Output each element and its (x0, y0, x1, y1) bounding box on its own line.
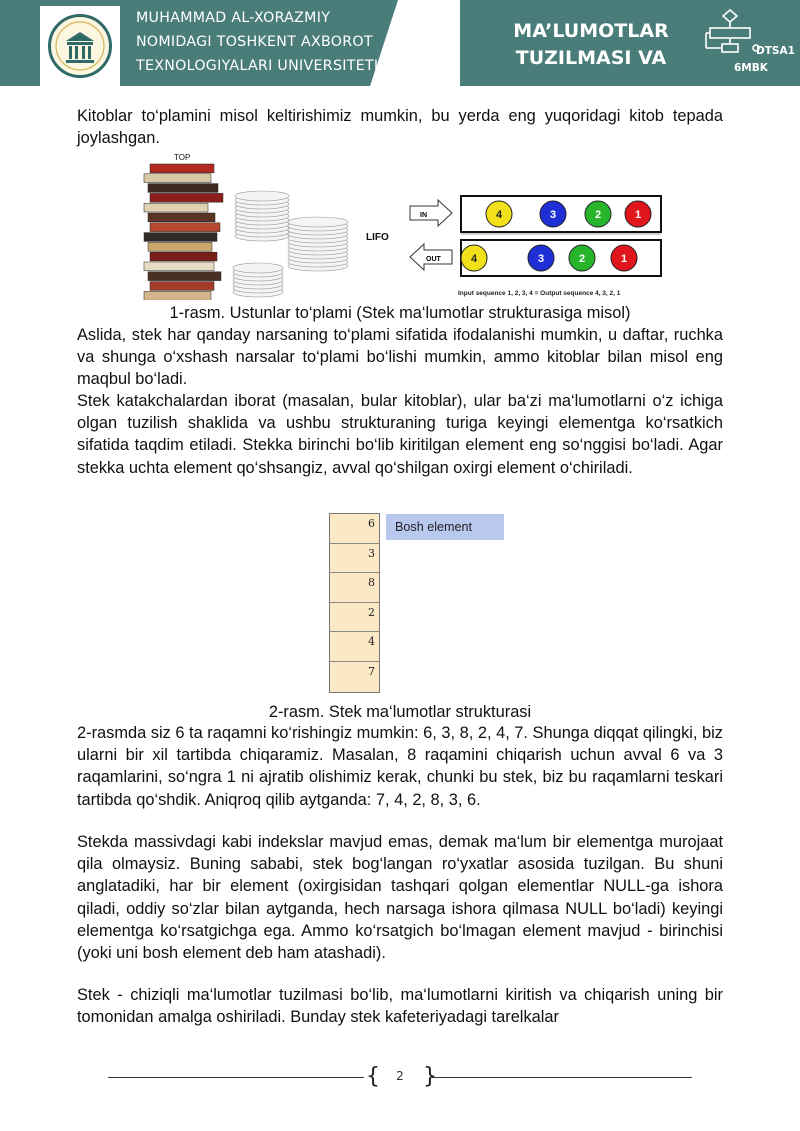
in-ball-label: 1 (634, 209, 642, 221)
out-ball-label: 3 (537, 253, 545, 265)
book (144, 174, 211, 183)
figure-2-caption: 2-rasm. Stek ma‘lumotlar strukturasi (268, 703, 532, 721)
stack-cell-value: 4 (368, 635, 375, 649)
university-logo (48, 14, 112, 78)
course-title-line-2: TUZILMASI VA (515, 47, 667, 69)
stack-cell (330, 573, 379, 603)
lifo-label: LIFO (366, 232, 389, 243)
book (150, 193, 223, 202)
course-title (478, 18, 704, 72)
university-line-2: NOMIDAGI TOSHKENT AXBOROT (136, 34, 373, 50)
university-line-1: MUHAMMAD AL-XORAZMIY (136, 10, 331, 26)
out-ball-label: 2 (578, 253, 586, 265)
book (148, 272, 221, 281)
out-label: OUT (426, 256, 441, 263)
stack-cell (330, 603, 379, 633)
university-line-3: TEXNOLOGIYALARI UNIVERSITETI (136, 58, 379, 74)
paragraph-indexes: Stekda massivdagi kabi indekslar mavjud emas, demak ma‘lum bir elementga murojaat qila olmaysiz. Buning sababi, stek bog‘langan ro‘yxatlar asosida tuzilgan. Bu shuni anglatadiki, har bir element (oxirgisidan tashqari qolgan elementlar NULL-ga ishora qiladi, oddiy so‘zlar bilan aytganda, hech narsaga ishora qilmasa NULL bo‘ladi) keyingi elementga ko‘rsatgichga ega. Ammo ko‘rsatgich bo‘lmagan element mavjud - birinchisi (yoki uni bosh element deb ham atashadi). (77, 833, 723, 963)
paragraph-intro: Kitoblar to‘plamini misol keltirishimiz mumkin, bu yerda eng yuqoridagi kitob tepada joylashgan. (77, 107, 723, 148)
in-label: IN (420, 212, 427, 219)
book (148, 184, 218, 193)
stack-cell (330, 632, 379, 662)
paragraph-linear: Stek - chiziqli ma‘lumotlar tuzilmasi bo‘lib, ma‘lumotlarni kiritish va chiqarish uning bir tomonidan amalga oshiriladi. Bunday stek kafeteriyadagi tarelkalar (77, 986, 723, 1027)
stack-cell-value: 6 (368, 517, 375, 530)
course-title-line-1: MA’LUMOTLAR (513, 20, 669, 42)
stack-cell-value: 8 (368, 576, 375, 590)
figure-stack-examples (136, 150, 676, 302)
book (144, 233, 217, 242)
sequence-label: Input sequence 1, 2, 3, 4 = Output sequence 4, 3, 2, 1 (458, 290, 621, 297)
stack-cell (330, 544, 379, 574)
plates-group (233, 191, 348, 297)
in-ball-label: 4 (495, 209, 503, 221)
course-code-2: 6MBK (734, 62, 768, 74)
head-element-label: Bosh element (386, 514, 504, 540)
in-ball-label: 3 (549, 209, 557, 221)
book (148, 213, 215, 222)
stack-cell (330, 514, 379, 544)
university-building-icon (51, 17, 109, 75)
out-ball-label: 4 (470, 253, 478, 265)
book (150, 252, 217, 261)
in-arrow-icon (410, 200, 452, 226)
book (150, 223, 220, 232)
stack-cell-value: 2 (368, 605, 375, 619)
page-number: 2 (396, 1069, 404, 1083)
header-banner (0, 0, 800, 86)
lifo-diagram (406, 194, 664, 302)
out-ball-label: 1 (620, 253, 628, 265)
book-stack-image (136, 150, 228, 300)
top-label: TOP (174, 153, 191, 162)
footer-line-right (432, 1077, 692, 1078)
footer-bracket-left: { (366, 1064, 380, 1089)
footer-bracket-right: } (423, 1064, 437, 1089)
book (144, 262, 214, 271)
in-ball-label: 2 (594, 209, 602, 221)
stack-diagram (329, 513, 380, 693)
stack-cell-value: 7 (368, 664, 375, 678)
book (148, 242, 212, 251)
book (150, 282, 214, 291)
paragraph-figure-2: 2-rasmda siz 6 ta raqamni ko‘rishingiz mumkin: 6, 3, 8, 2, 4, 7. Shunga diqqat qilingki, biz ularni bir xil tartibda chiqaramiz. Masalan, 8 raqamini chiqarish uchun avval 6 va 3 raqamlarini, so‘ngra 1 ni ajratib olishimiz kerak, chunki bu stek, biz bu raqamlarni teskari tartibda qo‘shdik. Aniqroq qilib aytganda: 7, 4, 2, 8, 3, 6. (77, 724, 723, 809)
books-group (144, 164, 223, 300)
footer-line-left (108, 1077, 364, 1078)
stack-cell-value: 3 (368, 546, 375, 560)
flowchart-icon (704, 8, 760, 56)
course-code-1: DTSA1 (756, 45, 795, 57)
paragraph-stack-any: Aslida, stek har qanday narsaning to‘plami sifatida ifodalanishi mumkin, u daftar, ruchka va shunga o‘xshash narsalar to‘plami bo‘lishi mumkin, ammo kitoblar bilan misol eng maqbul bo‘ladi. (77, 326, 723, 389)
book (150, 164, 214, 173)
figure-1-caption: 1-rasm. Ustunlar to‘plami (Stek ma‘lumotlar strukturasiga misol) (169, 304, 631, 322)
paragraph-stack-cells: Stek katakchalardan iborat (masalan, bular kitoblar), ular ba‘zi ma‘lumotlarni o‘z ichiga olgan tuzilish shaklida va ushbu strukturaning turiga keyingi elementga ko‘rsatkich sifatida taqdim etiladi. Stekka birinchi bo‘lib kiritilgan element eng so‘nggisi bo‘ladi. Agar stekka uchta element qo‘shsangiz, avval qo‘shilgan oxirgi element o‘chiriladi. (77, 392, 723, 477)
book (144, 203, 208, 212)
plate-stacks-image (232, 186, 362, 298)
book (144, 291, 211, 300)
plate (288, 217, 348, 227)
plate (233, 263, 283, 273)
plate (235, 191, 289, 201)
stack-cell (330, 662, 379, 692)
university-name (136, 6, 406, 78)
